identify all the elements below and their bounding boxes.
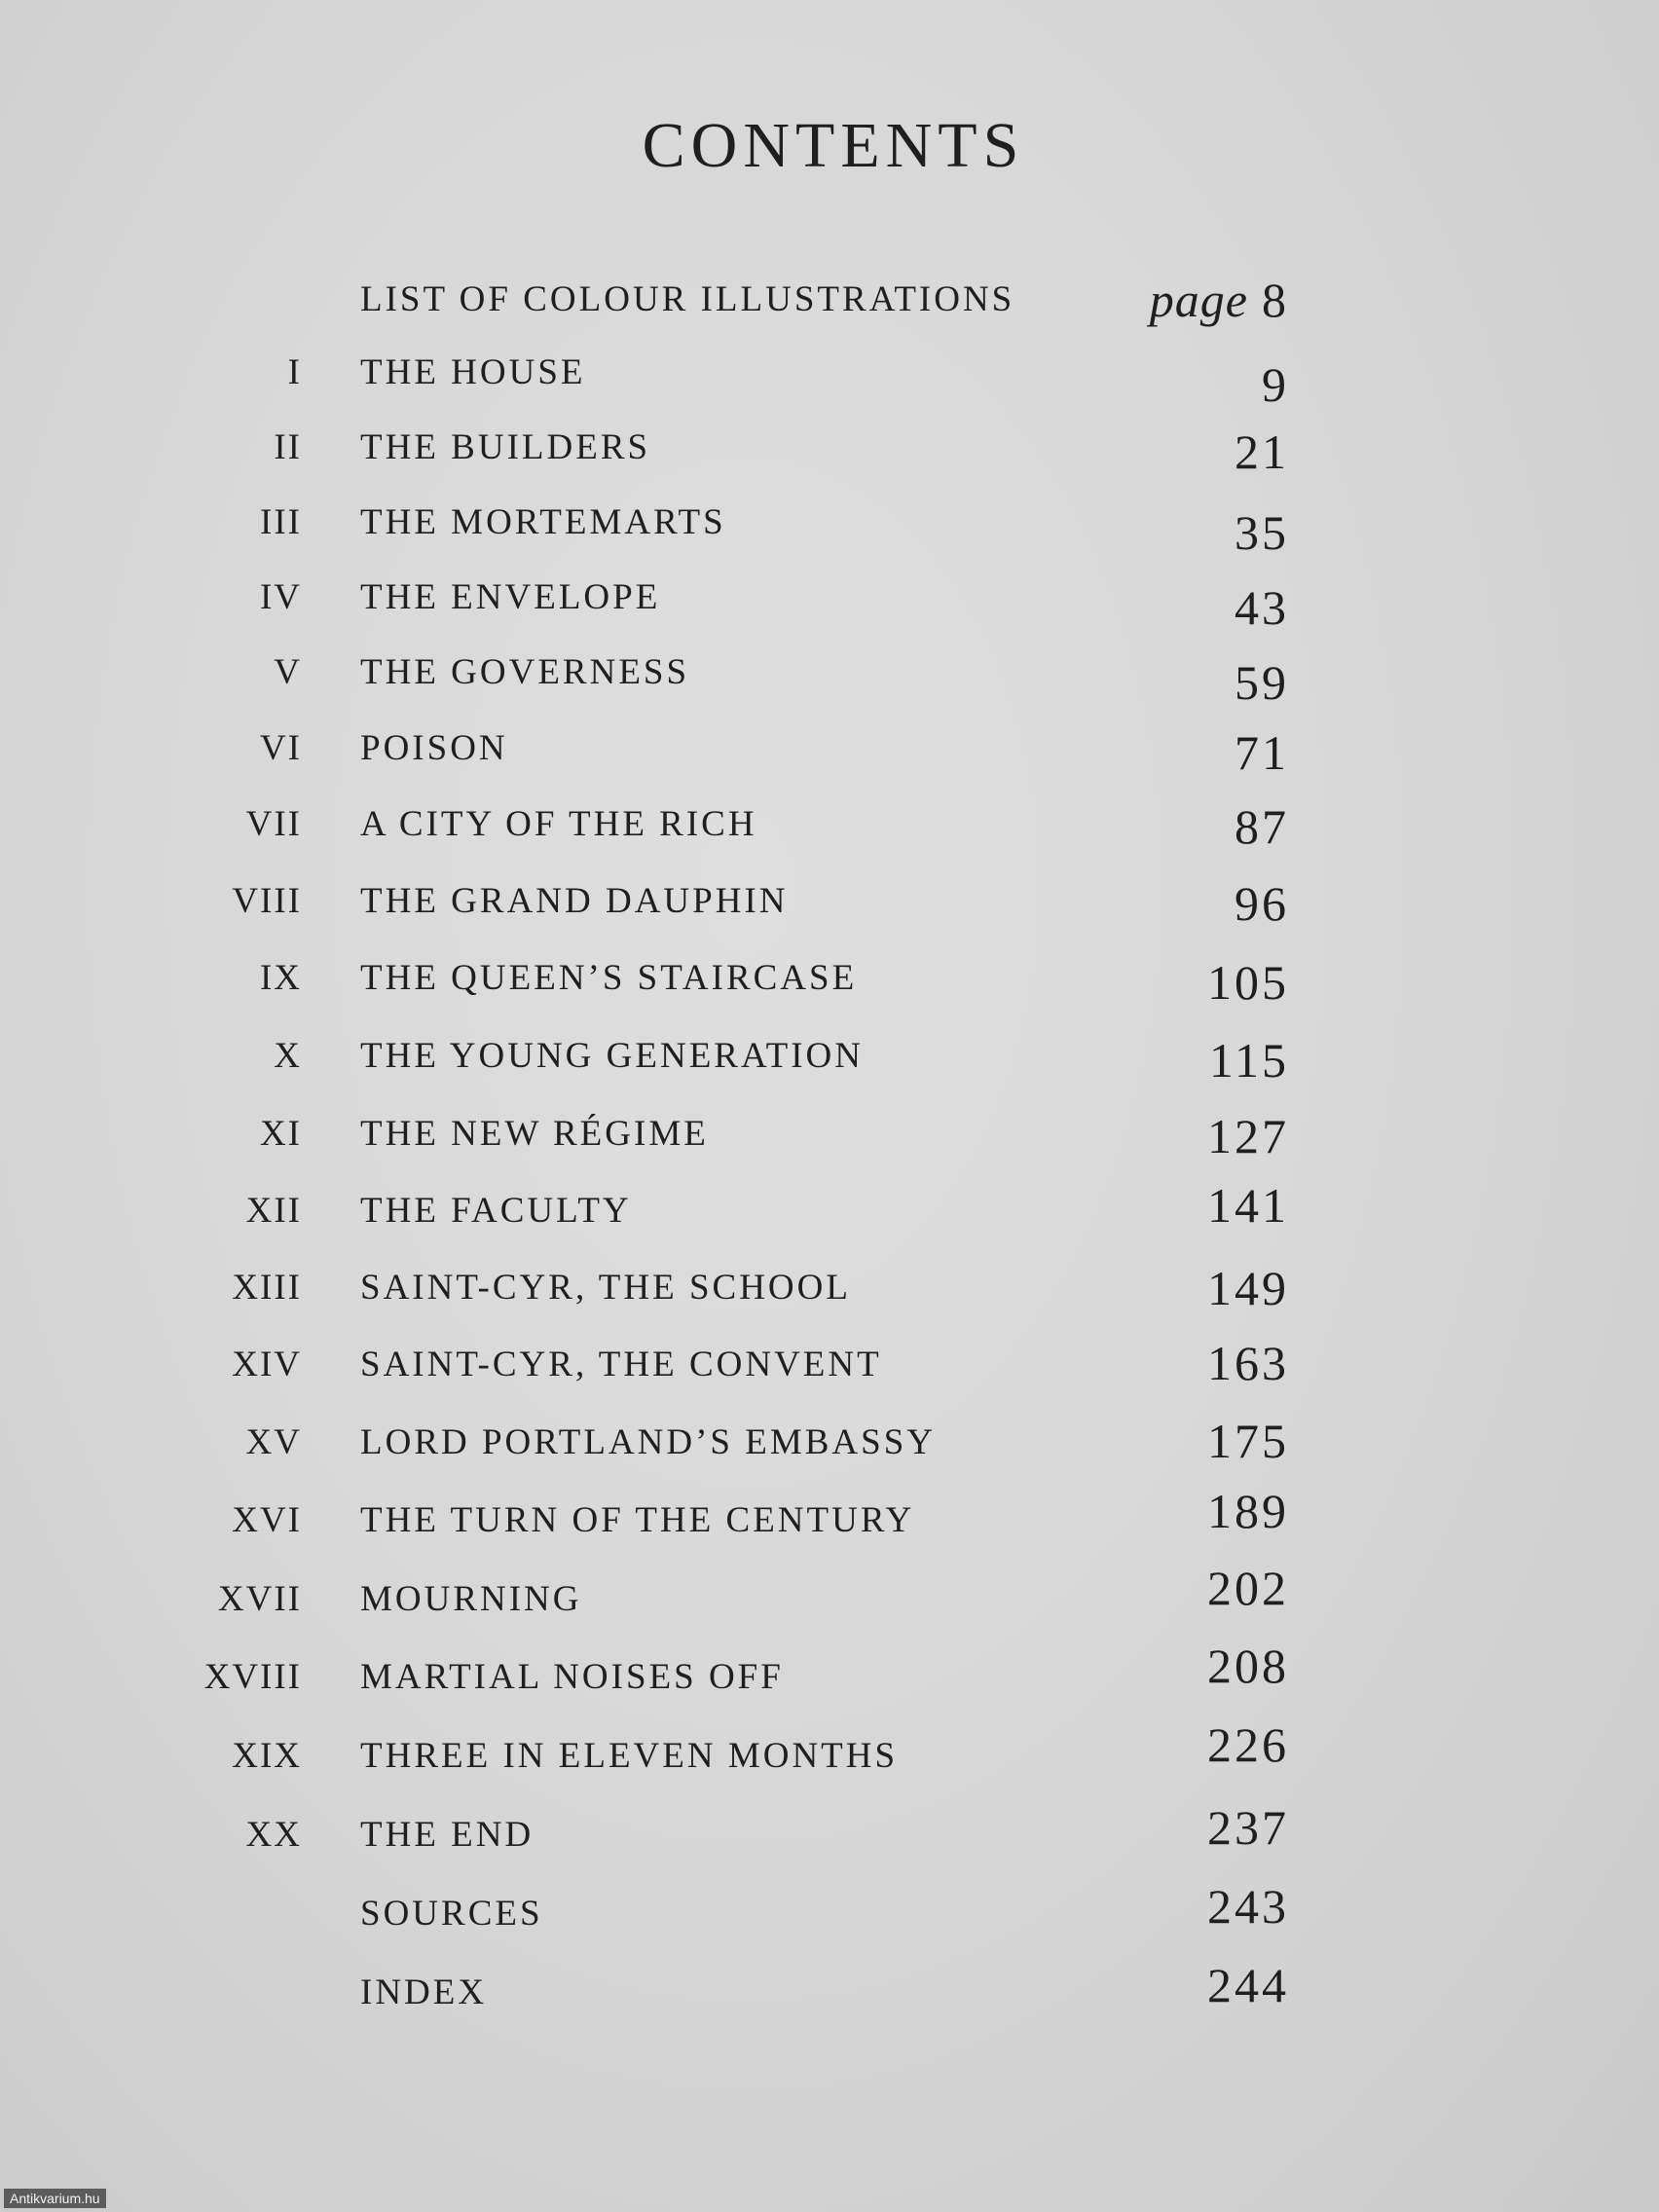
chapter-numeral: VIII [232,881,302,921]
chapter-title: MOURNING [360,1579,582,1619]
chapter-numeral: X [274,1036,302,1076]
toc-entry-index [0,1958,1659,2022]
page-number: 127 [1207,1109,1289,1163]
chapter-title: THE BUILDERS [360,427,651,467]
page-number [1150,271,1289,329]
page-number: 226 [1207,1717,1289,1772]
chapter-numeral: XV [245,1422,302,1462]
chapter-title: SOURCES [360,1894,543,1934]
chapter-title: THE QUEEN’S STAIRCASE [360,958,858,998]
page-number: 59 [1235,655,1289,710]
toc-entry [0,1484,1659,1550]
chapter-title: THE NEW RÉGIME [360,1114,709,1154]
page-number: 43 [1235,580,1289,635]
page-number: 105 [1207,955,1289,1010]
chapter-numeral: XIX [232,1736,302,1776]
page-number: 244 [1207,1958,1289,2012]
chapter-numeral: IX [259,958,302,998]
page-label: page [1149,273,1248,327]
toc-entry [0,1178,1659,1240]
toc-entry [0,1027,1659,1086]
chapter-numeral: XVI [232,1500,302,1540]
chapter-title: A CITY OF THE RICH [360,804,757,844]
page-number: 35 [1235,505,1289,560]
chapter-title: INDEX [360,1972,488,2012]
chapter-title: THREE IN ELEVEN MONTHS [360,1736,899,1776]
chapter-title: THE END [360,1815,535,1855]
chapter-numeral: VI [259,728,302,768]
page-number: 208 [1207,1639,1289,1693]
toc-entry [0,1414,1659,1472]
page-number: 115 [1208,1033,1289,1088]
chapter-numeral: XIII [232,1268,302,1308]
chapter-numeral: XX [245,1815,302,1855]
page-number: 141 [1207,1178,1289,1233]
chapter-title: THE FACULTY [360,1191,632,1231]
chapter-numeral: XIV [232,1345,302,1384]
page-number: 237 [1207,1800,1289,1855]
page-number: 202 [1207,1561,1289,1615]
toc-entry [0,1561,1659,1629]
toc-entry [0,872,1659,931]
chapter-title: THE GOVERNESS [360,652,690,692]
page-number: 9 [1262,357,1289,412]
toc-entry [0,569,1659,635]
toc-entry-illustrations [0,271,1659,329]
chapter-title: MARTIAL NOISES OFF [360,1657,784,1697]
toc-entry [0,494,1659,560]
chapter-numeral: I [287,352,302,392]
toc-entry [0,949,1659,1008]
chapter-title: SAINT-CYR, THE CONVENT [360,1345,882,1384]
chapter-title: THE GRAND DAUPHIN [360,881,789,921]
chapter-numeral: V [274,652,302,692]
chapter-title: THE ENVELOPE [360,577,661,617]
chapter-numeral: XVII [217,1579,302,1619]
toc-entry [0,719,1659,778]
chapter-numeral: IV [259,577,302,617]
chapter-numeral: XVIII [203,1657,302,1697]
chapter-numeral: XI [259,1114,302,1154]
toc-entry-sources [0,1879,1659,1943]
watermark: Antikvarium.hu [4,2189,106,2208]
page-number: 21 [1235,424,1289,479]
chapter-numeral: II [274,427,302,467]
page-title: CONTENTS [642,110,1025,181]
chapter-title: THE YOUNG GENERATION [360,1036,864,1076]
chapter-title: LIST OF COLOUR ILLUSTRATIONS [360,279,1015,319]
chapter-numeral: XII [245,1191,302,1231]
toc-entry [0,1800,1659,1864]
toc-entry [0,344,1659,412]
page-number: 175 [1207,1414,1289,1468]
chapter-numeral: VII [245,804,302,844]
toc-entry [0,795,1659,854]
toc-entry [0,1259,1659,1317]
page-number: 149 [1207,1261,1289,1315]
chapter-title: THE TURN OF THE CENTURY [360,1500,915,1540]
page-number: 87 [1235,799,1289,854]
chapter-title: THE MORTEMARTS [360,502,726,542]
toc-entry [0,419,1659,477]
page-number: 163 [1207,1336,1289,1390]
toc-entry [0,1336,1659,1394]
toc-entry [0,1105,1659,1163]
page-number: 189 [1207,1484,1289,1538]
chapter-title: POISON [360,728,508,768]
page-number: 243 [1207,1879,1289,1934]
chapter-numeral: III [260,502,302,542]
page-number-value: 8 [1262,273,1289,327]
toc-entry [0,1639,1659,1707]
toc-entry [0,1717,1659,1786]
chapter-title: SAINT-CYR, THE SCHOOL [360,1268,851,1308]
page-number: 96 [1235,876,1289,931]
toc-entry [0,644,1659,710]
chapter-title: LORD PORTLAND’S EMBASSY [360,1422,937,1462]
page-number: 71 [1235,725,1289,780]
chapter-title: THE HOUSE [360,352,586,392]
